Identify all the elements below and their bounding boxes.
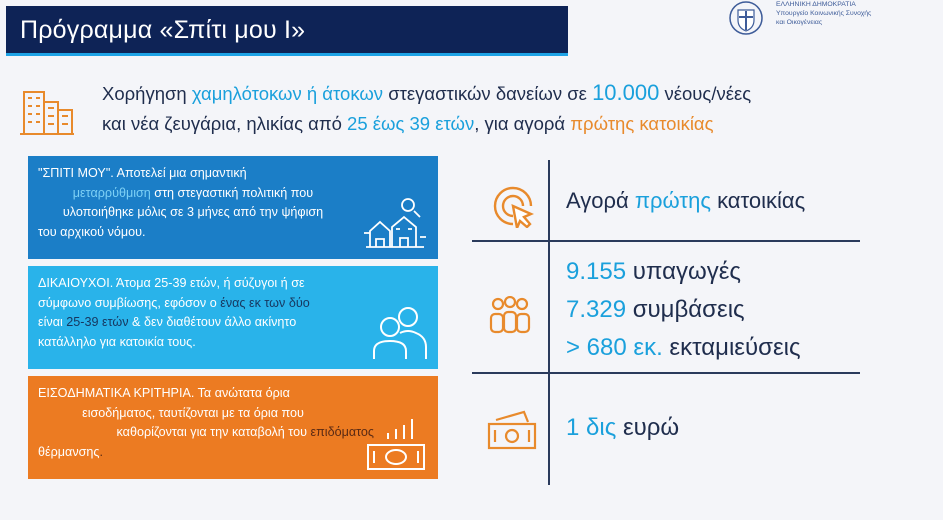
couple-icon bbox=[370, 303, 428, 361]
divider-vertical bbox=[548, 160, 550, 485]
divider-horizontal-2 bbox=[472, 372, 860, 374]
info-box-beneficiaries: ΔΙΚΑΙΟΥΧΟΙ. Άτομα 25-39 ετών, ή σύζυγοι ή σε σύμφωνο συμβίωσης, εφόσον ο ένας εκ των δύο είναι 25-39 ετών & δεν διαθέτουν άλλο ακίνητο κατάλληλο για κατοικία τους. bbox=[28, 266, 438, 369]
info-box-income-criteria: ΕΙΣΟΔΗΜΑΤΙΚΑ ΚΡΙΤΗΡΙΑ. Τα ανώτατα όρια εισοδήματος, ταυτίζονται με τα όρια που καθορίζονται για την καταβολή του επιδόματος θέρμανσης. bbox=[28, 376, 438, 479]
lead-line-2: και νέα ζευγάρια, ηλικίας από 25 έως 39 ετών, για αγορά πρώτης κατοικίας bbox=[102, 113, 714, 134]
title-bar bbox=[6, 6, 568, 56]
ministry-line-1: ΕΛΛΗΝΙΚΗ ΔΗΜΟΚΡΑΤΙΑ bbox=[776, 1, 856, 8]
lead-line-1: Χορήγηση χαμηλότοκων ή άτοκων στεγαστικών δανείων σε 10.000 νέους/νέες bbox=[102, 80, 752, 105]
stat-applications: 9.155 υπαγωγές bbox=[566, 258, 741, 285]
lead-text bbox=[102, 78, 751, 139]
money-chart-icon bbox=[364, 415, 428, 471]
ministry-line-3: και Οικογένειας bbox=[776, 19, 823, 26]
click-cursor-icon bbox=[493, 186, 535, 228]
buildings-icon bbox=[18, 86, 76, 136]
houses-icon bbox=[362, 193, 428, 251]
stat-disbursements: > 680 εκ. εκταμιεύσεις bbox=[566, 334, 801, 361]
stat-contracts: 7.329 συμβάσεις bbox=[566, 296, 745, 323]
stat-budget: 1 δις ευρώ bbox=[566, 414, 680, 441]
page-title: Πρόγραμμα «Σπίτι μου Ι» bbox=[20, 16, 306, 44]
cash-icon bbox=[486, 408, 538, 452]
ministry-logo bbox=[724, 0, 943, 46]
info-box-reform: "ΣΠΙΤΙ ΜΟΥ". Αποτελεί μια σημαντική μεταρρύθμιση στη στεγαστική πολιτική που υλοποιήθηκε μόλις σε 3 μήνες από την ψήφιση του αρχικού νόμου. bbox=[28, 156, 438, 259]
ministry-line-2: Υπουργείο Κοινωνικής Συνοχής bbox=[776, 10, 872, 17]
divider-horizontal-1 bbox=[472, 240, 860, 242]
first-home-label: Αγορά πρώτης κατοικίας bbox=[566, 188, 806, 213]
group-people-icon bbox=[488, 296, 532, 336]
coat-of-arms-icon bbox=[724, 0, 768, 38]
